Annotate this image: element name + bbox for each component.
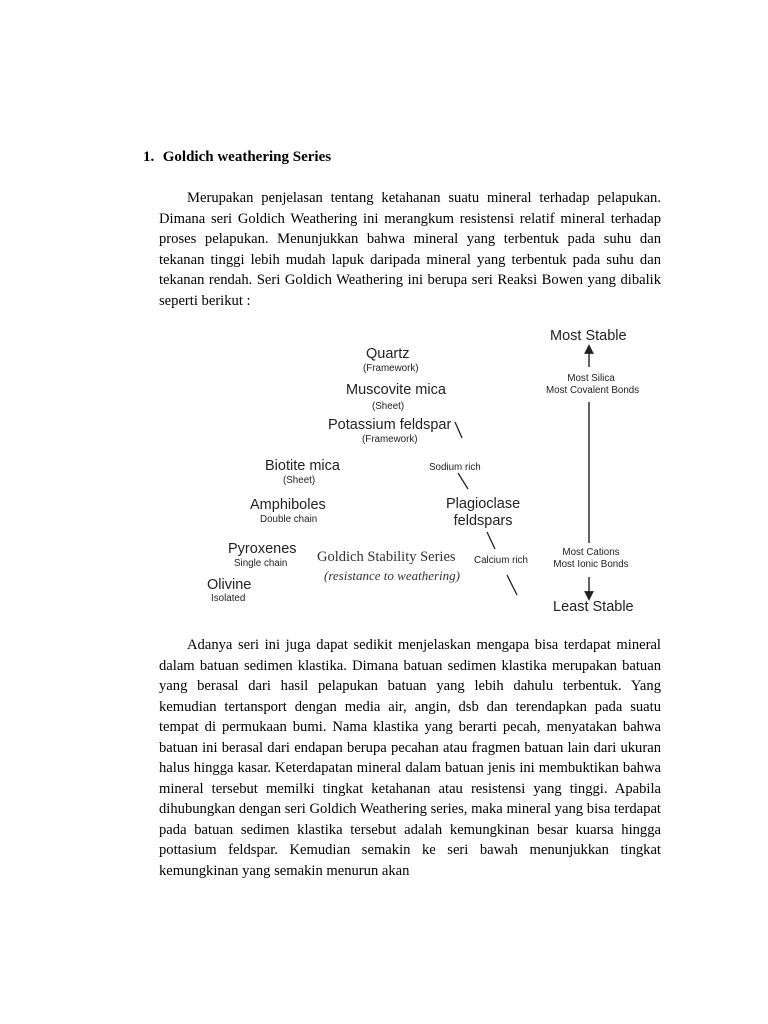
mineral-biotite-note: (Sheet) bbox=[283, 475, 316, 486]
mineral-muscovite: Muscovite mica bbox=[346, 382, 446, 398]
branch-line-2 bbox=[458, 473, 468, 489]
most-stable-label: Most Stable bbox=[550, 328, 627, 344]
sodium-rich-label: Sodium rich bbox=[429, 462, 481, 473]
mineral-pyroxenes: Pyroxenes bbox=[228, 541, 297, 557]
mineral-quartz-note: (Framework) bbox=[363, 363, 419, 374]
mineral-potassium-feldspar: Potassium feldspar bbox=[328, 417, 452, 433]
paragraph-intro: Merupakan penjelasan tentang ketahanan suatu mineral terhadap pelapukan. Dimana seri Goldich Weathering ini merangkum resistensi relatif mineral terhadap proses pelapukan. Menunjukkan bahwa mineral yang terbentuk pada suhu dan tekanan tinggi lebih mudah lapuk daripada mineral yang terbentuk pada suhu dan tekanan rendah. Seri Goldich Weathering ini berupa seri Reaksi Bowen yang dibalik seperti berikut : bbox=[159, 190, 661, 309]
branch-line-3 bbox=[487, 532, 495, 549]
branch-line-4 bbox=[507, 575, 517, 595]
section-heading bbox=[143, 147, 331, 167]
mineral-biotite: Biotite mica bbox=[265, 458, 340, 474]
mineral-pyroxenes-note: Single chain bbox=[234, 558, 288, 569]
mineral-amphiboles-note: Double chain bbox=[260, 514, 318, 525]
calcium-rich-label: Calcium rich bbox=[474, 555, 528, 566]
series-title: Goldich Stability Series bbox=[317, 549, 456, 565]
mineral-muscovite-note: (Sheet) bbox=[372, 401, 405, 412]
mineral-quartz: Quartz bbox=[366, 346, 410, 362]
mineral-olivine-note: Isolated bbox=[211, 593, 246, 604]
most-cations-note: Most Cations Most Ionic Bonds bbox=[553, 547, 629, 570]
paragraph-explanation: Adanya seri ini juga dapat sedikit menjelaskan mengapa bisa terdapat mineral dalam batuan sedimen klastika. Dimana batuan sedimen klastika merupakan batuan yang berasal dari hasil pelapukan batuan yang lebih dahulu terbentuk. Yang kemudian tertansport dengan media air, angin, dsb dan terendapkan pada suatu tempat di permukaan bumi. Nama klastika yang berarti pecah, menyatakan bahwa batuan ini berasal dari endapan berupa pecahan atau fragmen batuan lain dari ukuran halus hingga kasar. Keterdapatan mineral dalam batuan jenis ini membuktikan bahwa mineral tersebut memilki tingkat ketahanan atau resistensi yang tinggi. Apabila dihubungkan dengan seri Goldich Weathering series, maka mineral yang bisa terdapat pada batuan sedimen klastika tersebut adalah kemungkinan besar kuarsa hingga pottasium feldspar. Kemudian semakin ke seri bawah menunjukkan tingkat kemungkinan yang semakin menurun akan bbox=[159, 637, 661, 879]
least-stable-label: Least Stable bbox=[553, 599, 634, 615]
branch-line-1 bbox=[455, 422, 462, 438]
section-number: 1. bbox=[143, 149, 155, 165]
mineral-amphiboles: Amphiboles bbox=[250, 497, 326, 513]
mineral-plagioclase: Plagioclase feldspars bbox=[446, 496, 521, 529]
most-silica-note: Most Silica Most Covalent Bonds bbox=[546, 373, 640, 396]
section-title: Goldich weathering Series bbox=[162, 149, 332, 165]
mineral-olivine: Olivine bbox=[207, 577, 252, 593]
mineral-potassium-feldspar-note: (Framework) bbox=[362, 434, 418, 445]
goldich-stability-figure bbox=[200, 325, 660, 617]
series-subtitle: (resistance to weathering) bbox=[324, 568, 460, 583]
